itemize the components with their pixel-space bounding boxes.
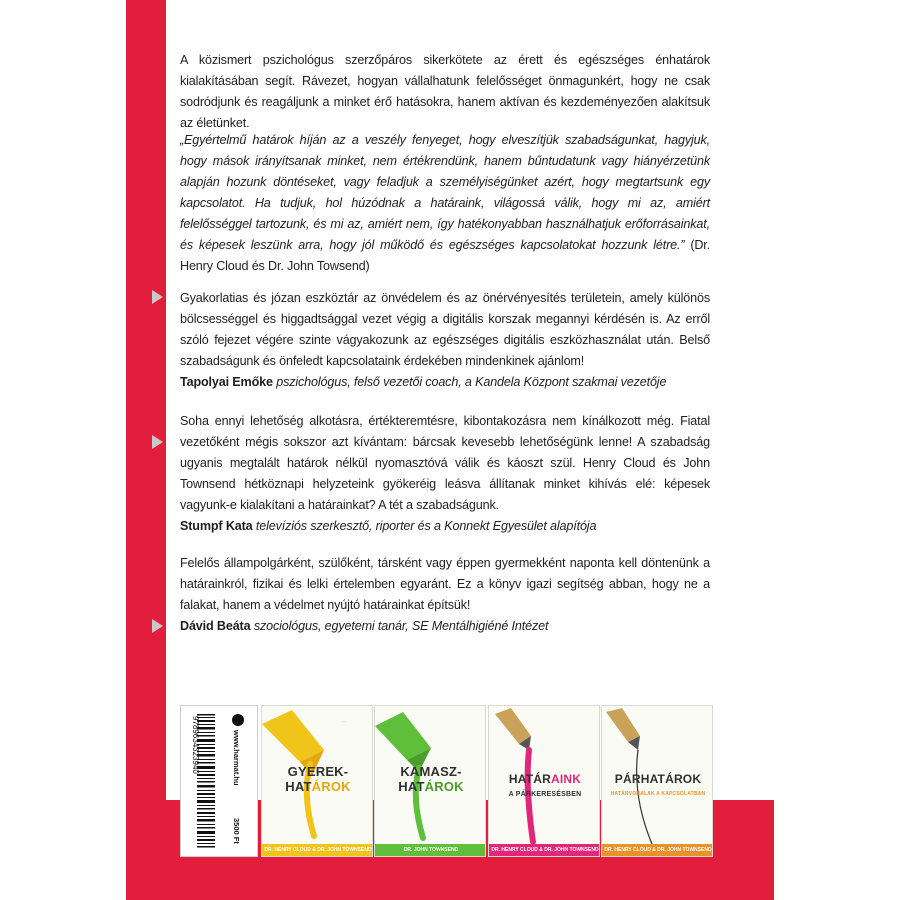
review-arrow-icon — [152, 435, 163, 449]
review-2: Soha ennyi lehetőség alkotásra, értékteremtésre, kibontakozásra nem kínálkozott még. Fiatal vezetőként mégis sokszor azt kívántam: bárcsak kevesebb lehetőségünk lenne! A szabadság ugyanis megtalált határok nélkül nyomasztóvá válik és káoszt szül. Henry Cloud és John Townsend hétköznapi helyzeteink gyökeréig leásva állítanak minket kihívás elé: képesek vagyunk-e kialakítani a határainkat? A tét a szabadságunk. Stumpf Kata televíziós szerkesztő, riporter és a Konnekt Egyesület alapítója — [180, 411, 710, 537]
author-quote — [180, 130, 710, 277]
price: 3500 Ft — [232, 818, 241, 844]
review-1-signature: Tapolyai Emőke pszichológus, felső vezetői coach, a Kandela Központ szakmai vezetője — [180, 375, 667, 389]
barcode — [183, 710, 217, 853]
book-cover-kamaszhatarok: KAMASZ- HATÁROK DR. JOHN TOWNSEND — [374, 705, 486, 857]
review-3-signature: Dávid Beáta szociológus, egyetemi tanár, SE Mentálhigiéné Intézet — [180, 619, 549, 633]
review-2-signature: Stumpf Kata televíziós szerkesztő, riporter és a Konnekt Egyesület alapítója — [180, 519, 597, 533]
isbn-number: 9789634323940 — [191, 716, 200, 774]
quote-text: „Egyértelmű határok híján az a veszély fenyeget, hogy elveszítjük szabadságunkat, hagyjuk, hogy mások irányítsanak minket, nem értékrendünk, hanem bűntudatunk vagy hiányérzetünk alapján hozunk döntéseket, vagy feladjuk a személyiségünket azért, hogy megtartsunk egy kapcsolatot. Ha tudjuk, hol húzódnak a határaink, világossá válik, hogy mi az, amiért felelősséggel tartozunk, és mi az, amiért nem, így hatékonyabban használhatjuk erőforrásainkat, és képesek leszünk arra, hogy jól működő és egészséges kapcsolatokat hozzunk létre.” — [180, 133, 710, 252]
book-cover-gyerekhatarok: ··· GYEREK- HATÁROK DR. HENRY CLOUD & DR. JOHN TOWNSEND — [261, 705, 373, 857]
barcode-panel — [180, 705, 258, 857]
publisher-url: www.harmat.hu — [232, 730, 241, 786]
review-arrow-icon — [152, 619, 163, 633]
review-arrow-icon — [152, 290, 163, 304]
book-cover-parhatarok: PÁRHATÁROK HATÁRVONALAK A KAPCSOLATBAN DR. HENRY CLOUD & DR. JOHN TOWNSEND — [601, 705, 713, 857]
review-3: Felelős állampolgárként, szülőként, társként vagy éppen gyermekként naponta kell döntenünk a határainkról, fizikai és lelki értelemben egyaránt. Ez a könyv igazi segítség abban, hogy ne a falakat, hanem a védelmet nyújtó határainkat építsük! Dávid Beáta szociológus, egyetemi tanár, SE Mentálhigiéné Intézet — [180, 553, 710, 637]
red-side-strip — [126, 0, 166, 900]
quote-attribution: (Dr. Henry Cloud és Dr. John Towsend) — [180, 238, 710, 273]
publisher-logo-icon — [232, 714, 244, 726]
intro-paragraph: A közismert pszichológus szerzőpáros sikerkötete az érett és egészséges énhatárok kialakításában segít. Rávezet, hogyan vállalhatunk felelősséget önmagunkért, hogy ne csak sodródjunk és reagáljunk a minket érő hatásokra, hanem aktívan és kezdeményezően alakítsuk az életünket. — [180, 53, 710, 130]
review-1: Gyakorlatias és józan eszköztár az önvédelem és az önérvényesítés területein, amely különös bölcsességgel és higgadtsággal vezet végig a digitális korszak megannyi kérdésén is. Az erről szóló fejezet végére szinte vágyakozunk az egészséges digitális eszközhasználat után. Belső szabadságunk és önfeledt kapcsolataink érdekében mindenkinek ajánlom! Tapolyai Emőke pszichológus, felső vezetői coach, a Kandela Központ szakmai vezetője — [180, 288, 710, 393]
spine-info — [221, 710, 255, 853]
book-cover-hatarainkapar: HATÁRAINK A PÁRKERESÉSBEN DR. HENRY CLOUD & DR. JOHN TOWNSEND — [488, 705, 600, 857]
